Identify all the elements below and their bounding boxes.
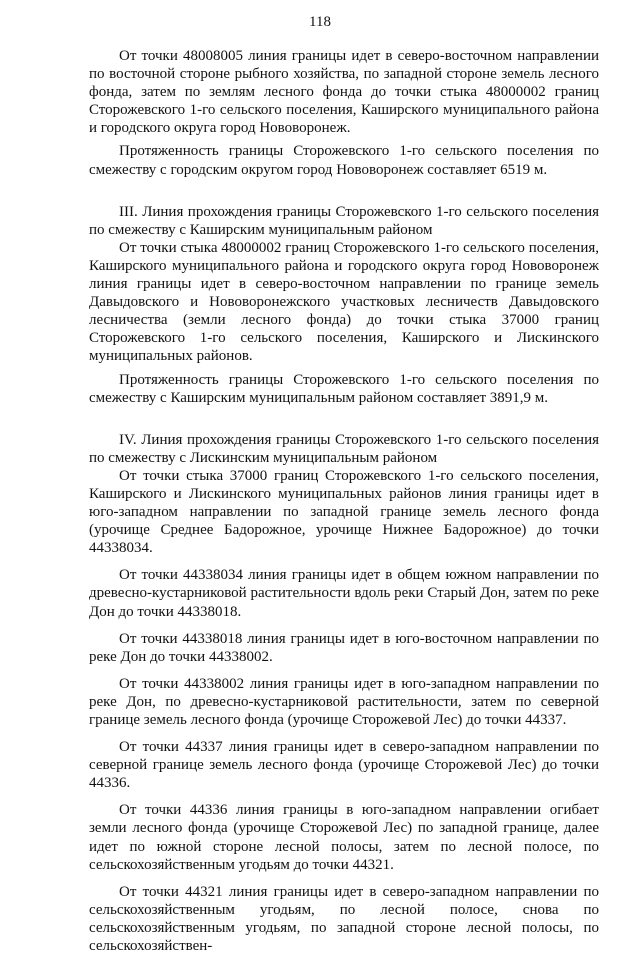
page-number: 118 (309, 14, 331, 30)
paragraph: От точки стыка 37000 границ Сторожевского 1-го сельского поселения, Каширского и Лискинского муниципальных районов линия границы идет в юго-западном направлении по западной границе земель лесного фонда (урочище Среднее Бадорожное, урочище Нижнее Бадорожное) до точки 44338034. (89, 467, 599, 557)
paragraph: От точки 44338034 линия границы идет в общем южном направлении по древесно-кустарниковой растительности вдоль реки Старый Дон, затем по реке Дон до точки 44338018. (89, 567, 599, 620)
section-heading: IV. Линия прохождения границы Сторожевского 1-го сельского поселения по смежеству с Лискинским муниципальным районом (89, 431, 599, 466)
paragraph: От точки стыка 48000002 границ Сторожевского 1-го сельского поселения, Каширского муниципального района и городского округа город Нововоронеж линия границы идет в северо-восточном направлении по границе земель Давыдовского и Нововоронежского участковых лесничеств Давыдовского лесничества (земли лесного фонда) до точки стыка 37000 границ Сторожевского 1-го сельского поселения, Каширского и Лискинского муниципальных районов. (89, 239, 599, 365)
paragraph: От точки 44321 линия границы идет в северо-западном направлении по сельскохозяйственным угодьям, по лесной полосе, снова по сельскохозяйственным угодьям, по западной стороне лесной полосы, по сельскохозяйствен- (89, 883, 599, 955)
paragraph: От точки 44338018 линия границы идет в юго-восточном направлении по реке Дон до точки 44338002. (89, 630, 599, 665)
paragraph: Протяженность границы Сторожевского 1-го сельского поселения по смежеству с Каширским муниципальным районом составляет 3891,9 м. (89, 371, 599, 406)
paragraph: От точки 44336 линия границы в юго-западном направлении огибает земли лесного фонда (урочище Сторожевой Лес) по западной границе, далее идет по южной стороне лесной полосы, затем по лесной полосе, по сельскохозяйственным угодьям до точки 44321. (89, 802, 599, 873)
paragraph: Протяженность границы Сторожевского 1-го сельского поселения по смежеству с городским округом город Нововоронеж составляет 6519 м. (89, 143, 599, 178)
document-body (89, 47, 599, 955)
section-heading: III. Линия прохождения границы Сторожевского 1-го сельского поселения по смежеству с Каширским муниципальным районом (89, 203, 599, 238)
paragraph: От точки 44338002 линия границы идет в юго-западном направлении по реке Дон, по древесно-кустарниковой растительности, затем по северной границе земель лесного фонда (урочище Сторожевой Лес) до точки 44337. (89, 675, 599, 728)
paragraph: От точки 48008005 линия границы идет в северо-восточном направлении по восточной стороне рыбного хозяйства, по западной стороне земель лесного фонда, затем по землям лесного фонда до точки стыка 48000002 границ Сторожевского 1-го сельского поселения, Каширского муниципального района и городского округа город Нововоронеж. (89, 48, 599, 137)
paragraph: От точки 44337 линия границы идет в северо-западном направлении по северной границе земель лесного фонда (урочище Сторожевой Лес) до точки 44336. (89, 739, 599, 792)
